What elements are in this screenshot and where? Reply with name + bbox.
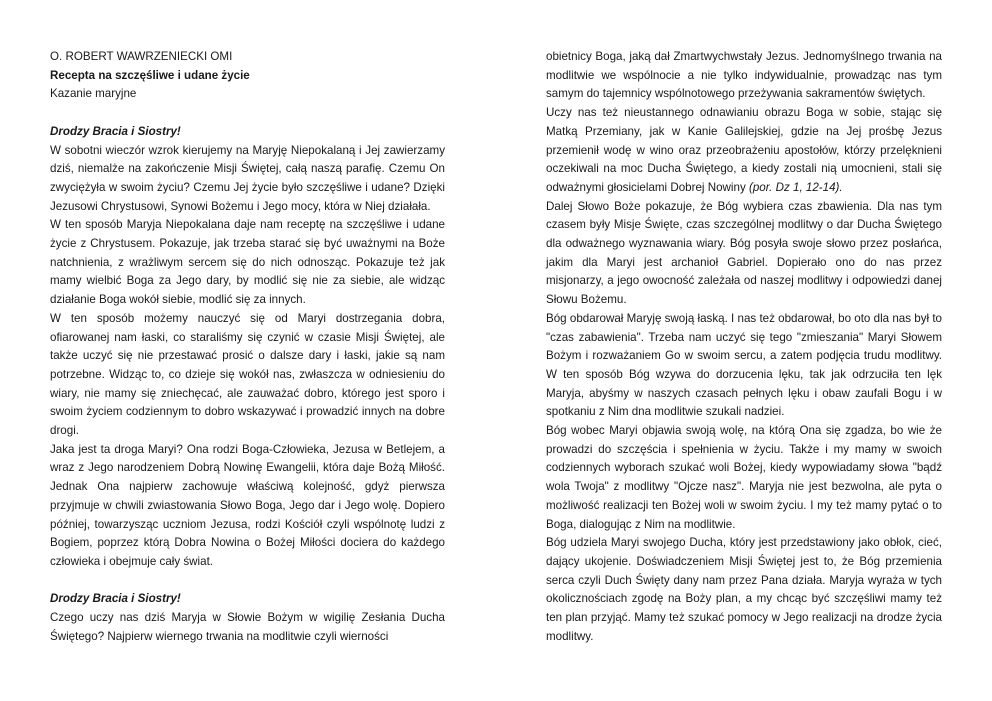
- paragraph-text: Uczy nas też nieustannego odnawianiu obrazu Boga w sobie, stając się Matką Przemiany, jak w Kanie Galilejskiej, gdzie na Jej prośbę Jezus przemienił wodę w wino oraz przeobrażeniu apostołów, którzy przelęknieni oczekiwali na moc Ducha Świętego, a kiedy zostali nią umocnieni, stali się odważnymi głosicielami Dobrej Nowiny: [546, 106, 942, 194]
- right-column: [546, 48, 942, 647]
- spacer: [50, 572, 445, 591]
- paragraph: Bóg obdarował Maryję swoją łaską. I nas też obdarował, bo oto dla nas był to "czas zabawienia". Trzeba nam uczyć się tego "zmieszania" Maryi Słowem Bożym i rozważaniem Go w swoim sercu, a zatem podjęcia trudu modlitwy. W ten sposób Bóg wzywa do dorzucenia lęku, tak jak odrzuciła ten lęk Maryja, abyśmy w naszych czasach pełnych lęku i obaw zaufali Bogu i w spotkaniu z Nim dna modlitwie szukali nadziei.: [546, 311, 942, 419]
- paragraph: Bóg wobec Maryi objawia swoją wolę, na którą Ona się zgadza, bo wie że prowadzi do szczęścia i spełnienia w życiu. Także i my mamy w swoich codziennych wyborach szukać woli Bożej, kiedy wypowiadamy słowa "bądź wola Twoja" z modlitwy "Ojcze nasz". Maryja nie jest bezwolna, ale pyta o możliwość realizacji ten Bożej woli w swoim życiu. I my też mamy pytać o to Boga, dialogując z Nim na modlitwie.: [546, 424, 942, 531]
- left-column: [50, 48, 445, 646]
- paragraph: Bóg udziela Maryi swojego Ducha, który jest przedstawiony jako obłok, cieć, dający ukojenie. Doświadczeniem Misji Świętej jest to, że Bóg przemienia serca czyli Duch Święty dany nam przez Pana działa. Maryja wyraża w tych okolicznościach zgodę na Boży plan, a my chcąc być szczęśliwi mamy też ten plan przyjąć. Mamy też szukać pomocy w Jego realizacji na drodze życia modlitwy.: [546, 536, 942, 643]
- paragraph: W sobotni wieczór wzrok kierujemy na Maryję Niepokalaną i Jej zawierzamy dziś, niemalże na zakończenie Misji Świętej, całą naszą parafię. Czemu On zwyciężyła w swoim życiu? Czemu Jej życie było szczęśliwe i udane? Dzięki Jezusowi Chrystusowi, Synowi Bożemu i Jego mocy, która w Niej działała.: [50, 143, 445, 213]
- spacer: [50, 104, 445, 123]
- sermon-title: Recepta na szczęśliwe i udane życie: [50, 68, 250, 82]
- paragraph: Dalej Słowo Boże pokazuje, że Bóg wybiera czas zbawienia. Dla nas tym czasem były Misje Święte, czas szczególnej modlitwy o dar Ducha Świętego dla odważnego wyznawania wiary. Bóg posyła swoje słowo przez posłańca, jakim dla Maryi jest archanioł Gabriel. Dopierało ono do nas przez misjonarzy, a jego owocność zależała od naszej modlitwy i odpowiedzi danej Słowu Bożemu.: [546, 199, 942, 307]
- greeting: Drodzy Bracia i Siostry!: [50, 124, 181, 138]
- paragraph: [546, 104, 942, 198]
- scripture-reference: (por. Dz 1, 12-14).: [748, 180, 843, 194]
- paragraph: obietnicy Boga, jaką dał Zmartwychwstały Jezus. Jednomyślnego trwania na modlitwie we wspólnocie a nie tylko indywidualnie, prowadząc nas tym samym do tajemnicy wspólnotowego przeżywania sakramentów świętych.: [546, 50, 942, 101]
- paragraph: Jaka jest ta droga Maryi? Ona rodzi Boga-Człowieka, Jezusa w Betlejem, a wraz z Jego narodzeniem Dobrą Nowinę Ewangelii, która daje Bożą Miłość. Jednak Ona najpierw zachowuje właściwą kolejność, gdyż pierwsza przyjmuje w chwili zwiastowania Słowo Boga, Jego dar i Jego wolę. Dopiero później, towarzysząc uczniom Jezusa, rodzi Kościół czyli wspólnotę ludzi z Bogiem, poprzez którą Dobra Nowina o Bożej Miłości dociera do każdego człowieka i obejmuje cały świat.: [50, 442, 445, 568]
- paragraph: W ten sposób Maryja Niepokalana daje nam receptę na szczęśliwe i udane życie z Chrystusem. Pokazuje, jak trzeba starać się być uważnymi na Boże natchnienia, z wrażliwym sercem się do nich odnosząc. Pokazuje też jak mamy wielbić Boga za Jego dary, by modlić się nie za siebie, ale widząc działanie Boga wokół siebie, modlić się za innych.: [50, 218, 445, 307]
- author-line: O. ROBERT WAWRZENIECKI OMI: [50, 50, 233, 63]
- paragraph: W ten sposób możemy nauczyć się od Maryi dostrzegania dobra, ofiarowanej nam łaski, co staraliśmy się czynić w czasie Misji Świętej, ale także uczyć się nie przestawać prosić o dalsze dary i łaski, jakie są nam potrzebne. Widząc to, co dzieje się wokół nas, zwłaszcza w odniesieniu do wiary, nie mamy się zniechęcać, ale zauważać dobro, którego jest sporo i swoim życiem codziennym to dobro wskazywać i prowadzić innych na dobre drogi.: [50, 311, 445, 438]
- sermon-subtitle: Kazanie maryjne: [50, 87, 137, 101]
- paragraph: Czego uczy nas dziś Maryja w Słowie Bożym w wigilię Zesłania Ducha Świętego? Najpierw wiernego trwania na modlitwie czyli wierności: [50, 611, 445, 643]
- greeting: Drodzy Bracia i Siostry!: [50, 592, 181, 606]
